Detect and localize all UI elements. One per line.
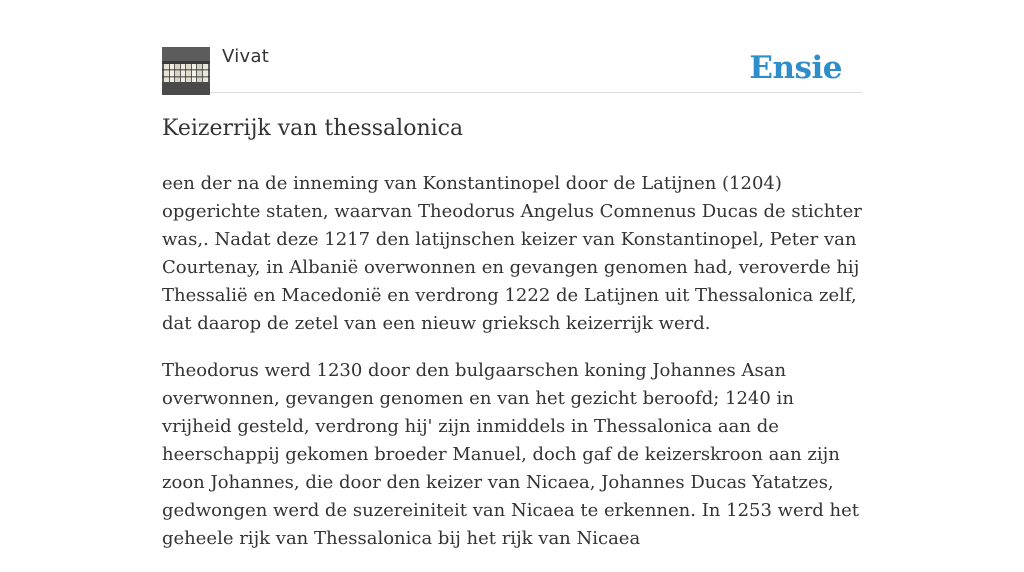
author-name[interactable]: Vivat [222,46,270,67]
paragraph: Theodorus werd 1230 door den bulgaarschen koning Johannes Asan overwonnen, gevangen genomen en van het gezicht beroofd; 1240 in vrijheid gesteld, verdrong hij' zijn inmiddels in Thessalonica aan de heerschappij gekomen broeder Manuel, doch gaf de keizerskroon aan zijn zoon Johannes, die door den keizer van Nicaea, Johannes Ducas Yatatzes, gedwongen werd de suzereiniteit van Nicaea te erkennen. In 1253 werd het geheele rijk van Thessalonica bij het rijk van Nicaea [162,360,860,549]
paragraph: een der na de inneming van Konstantinopel door de Latijnen (1204) opgerichte staten, waarvan Theodorus Angelus Comnenus Ducas de stichter was,. Nadat deze 1217 den latijnschen keizer van Konstantinopel, Peter van Courtenay, in Albanië overwonnen en gevangen genomen had, veroverde hij Thessalië en Macedonië en verdrong 1222 de Latijnen uit Thessalonica zelf, dat daarop de zetel van een nieuw grieksch keizerrijk werd. [162,173,862,334]
brand-logo[interactable]: Ensie [749,50,842,86]
header [162,0,862,93]
page-title: Keizerrijk van thessalonica [162,116,464,141]
article-body [162,170,862,572]
book-spines-icon [162,47,210,95]
article-page [162,0,862,549]
avatar[interactable] [162,47,210,95]
